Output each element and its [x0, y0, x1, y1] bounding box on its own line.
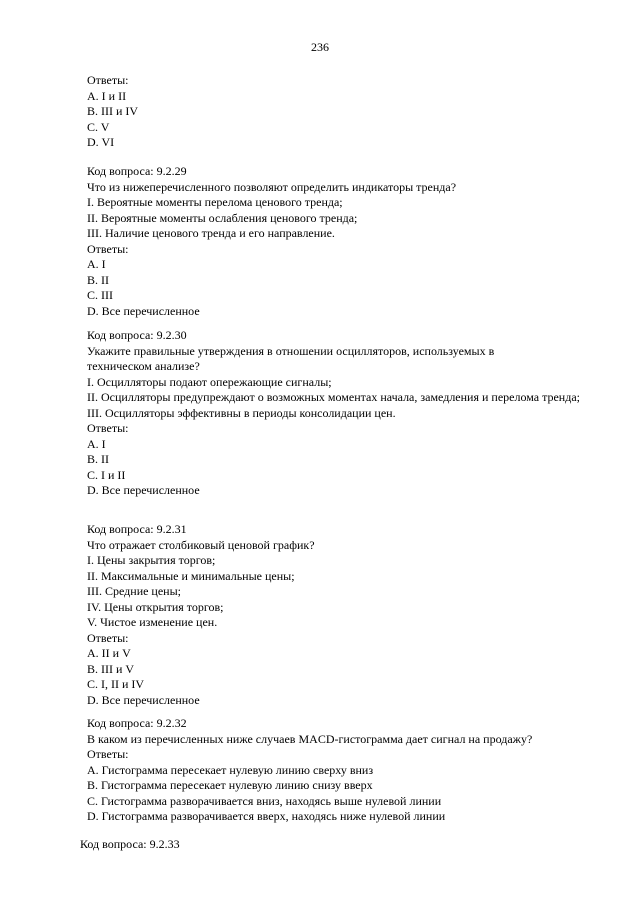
question-9-2-33-code: Код вопроса: 9.2.33: [80, 837, 180, 851]
answers-label: Ответы:: [87, 747, 129, 761]
answer-option: C. III: [87, 288, 113, 302]
question-code: Код вопроса: 9.2.32: [87, 716, 187, 730]
answer-option: B. II: [87, 272, 109, 287]
answer-option: A. Гистограмма пересекает нулевую линию сверху вниз: [87, 762, 374, 777]
statement: I. Вероятные моменты перелома ценового тренда;: [87, 195, 343, 209]
statement: IV. Цены открытия торгов;: [87, 599, 224, 614]
answer-option: A. I: [87, 257, 106, 271]
answer-option: B. III и IV: [87, 104, 139, 118]
answer-option: A. I: [87, 436, 106, 451]
answer-option: D. Все перечисленное: [87, 483, 200, 497]
answer-option: B. III и V: [87, 661, 135, 676]
question-text: Что отражает столбиковый ценовой график?: [87, 537, 315, 552]
statement: III. Средние цены;: [87, 584, 182, 598]
statement: I. Цены закрытия торгов;: [87, 553, 216, 567]
question-text: В каком из перечисленных ниже случаев MACD-гистограмма дает сигнал на продажу?: [87, 731, 533, 746]
answer-option: D. Гистограмма разворачивается вверх, находясь ниже нулевой линии: [87, 809, 446, 823]
question-text: Что из нижеперечисленного позволяют определить индикаторы тренда?: [87, 179, 457, 194]
answer-option: C. I, II и IV: [87, 677, 145, 691]
question-code: Код вопроса: 9.2.29: [87, 164, 187, 178]
answer-option: D. VI: [87, 135, 115, 149]
answer-option: D. Все перечисленное: [87, 303, 200, 318]
question-9-2-30: [87, 328, 587, 499]
page-number: 236: [311, 40, 329, 54]
answer-option: C. V: [87, 119, 110, 134]
statement: V. Чистое изменение цен.: [87, 615, 218, 629]
question-9-2-31: [87, 522, 587, 708]
answers-label: Ответы:: [87, 630, 129, 645]
statement: III. Осцилляторы эффективны в периоды консолидации цен.: [87, 405, 396, 420]
question-code: Код вопроса: 9.2.31: [87, 522, 187, 536]
question-code: Код вопроса: 9.2.30: [87, 328, 187, 342]
statement: II. Вероятные моменты ослабления ценового тренда;: [87, 210, 358, 225]
question-9-2-29: [87, 164, 587, 319]
answer-option: D. Все перечисленное: [87, 692, 200, 707]
answer-option: A. II и V: [87, 646, 131, 660]
statement: I. Осцилляторы подают опережающие сигналы;: [87, 374, 332, 389]
answers-label: Ответы:: [87, 73, 129, 87]
statement: II. Максимальные и минимальные цены;: [87, 568, 295, 583]
question-text: Укажите правильные утверждения в отношении осцилляторов, используемых в техническом анализе?: [87, 343, 495, 373]
previous-question-answers: [87, 73, 587, 151]
statement: III. Наличие ценового тренда и его направление.: [87, 226, 335, 240]
answer-option: C. Гистограмма разворачивается вниз, находясь выше нулевой линии: [87, 793, 442, 808]
question-9-2-32: [87, 716, 587, 825]
answers-label: Ответы:: [87, 241, 129, 256]
answer-option: C. I и II: [87, 467, 126, 482]
answer-option: A. I и II: [87, 88, 127, 103]
answer-option: B. II: [87, 452, 109, 466]
answer-option: B. Гистограмма пересекает нулевую линию снизу вверх: [87, 778, 373, 792]
answers-label: Ответы:: [87, 421, 129, 435]
statement: II. Осцилляторы предупреждают о возможных моментах начала, замедления и перелома тренда;: [87, 390, 580, 404]
